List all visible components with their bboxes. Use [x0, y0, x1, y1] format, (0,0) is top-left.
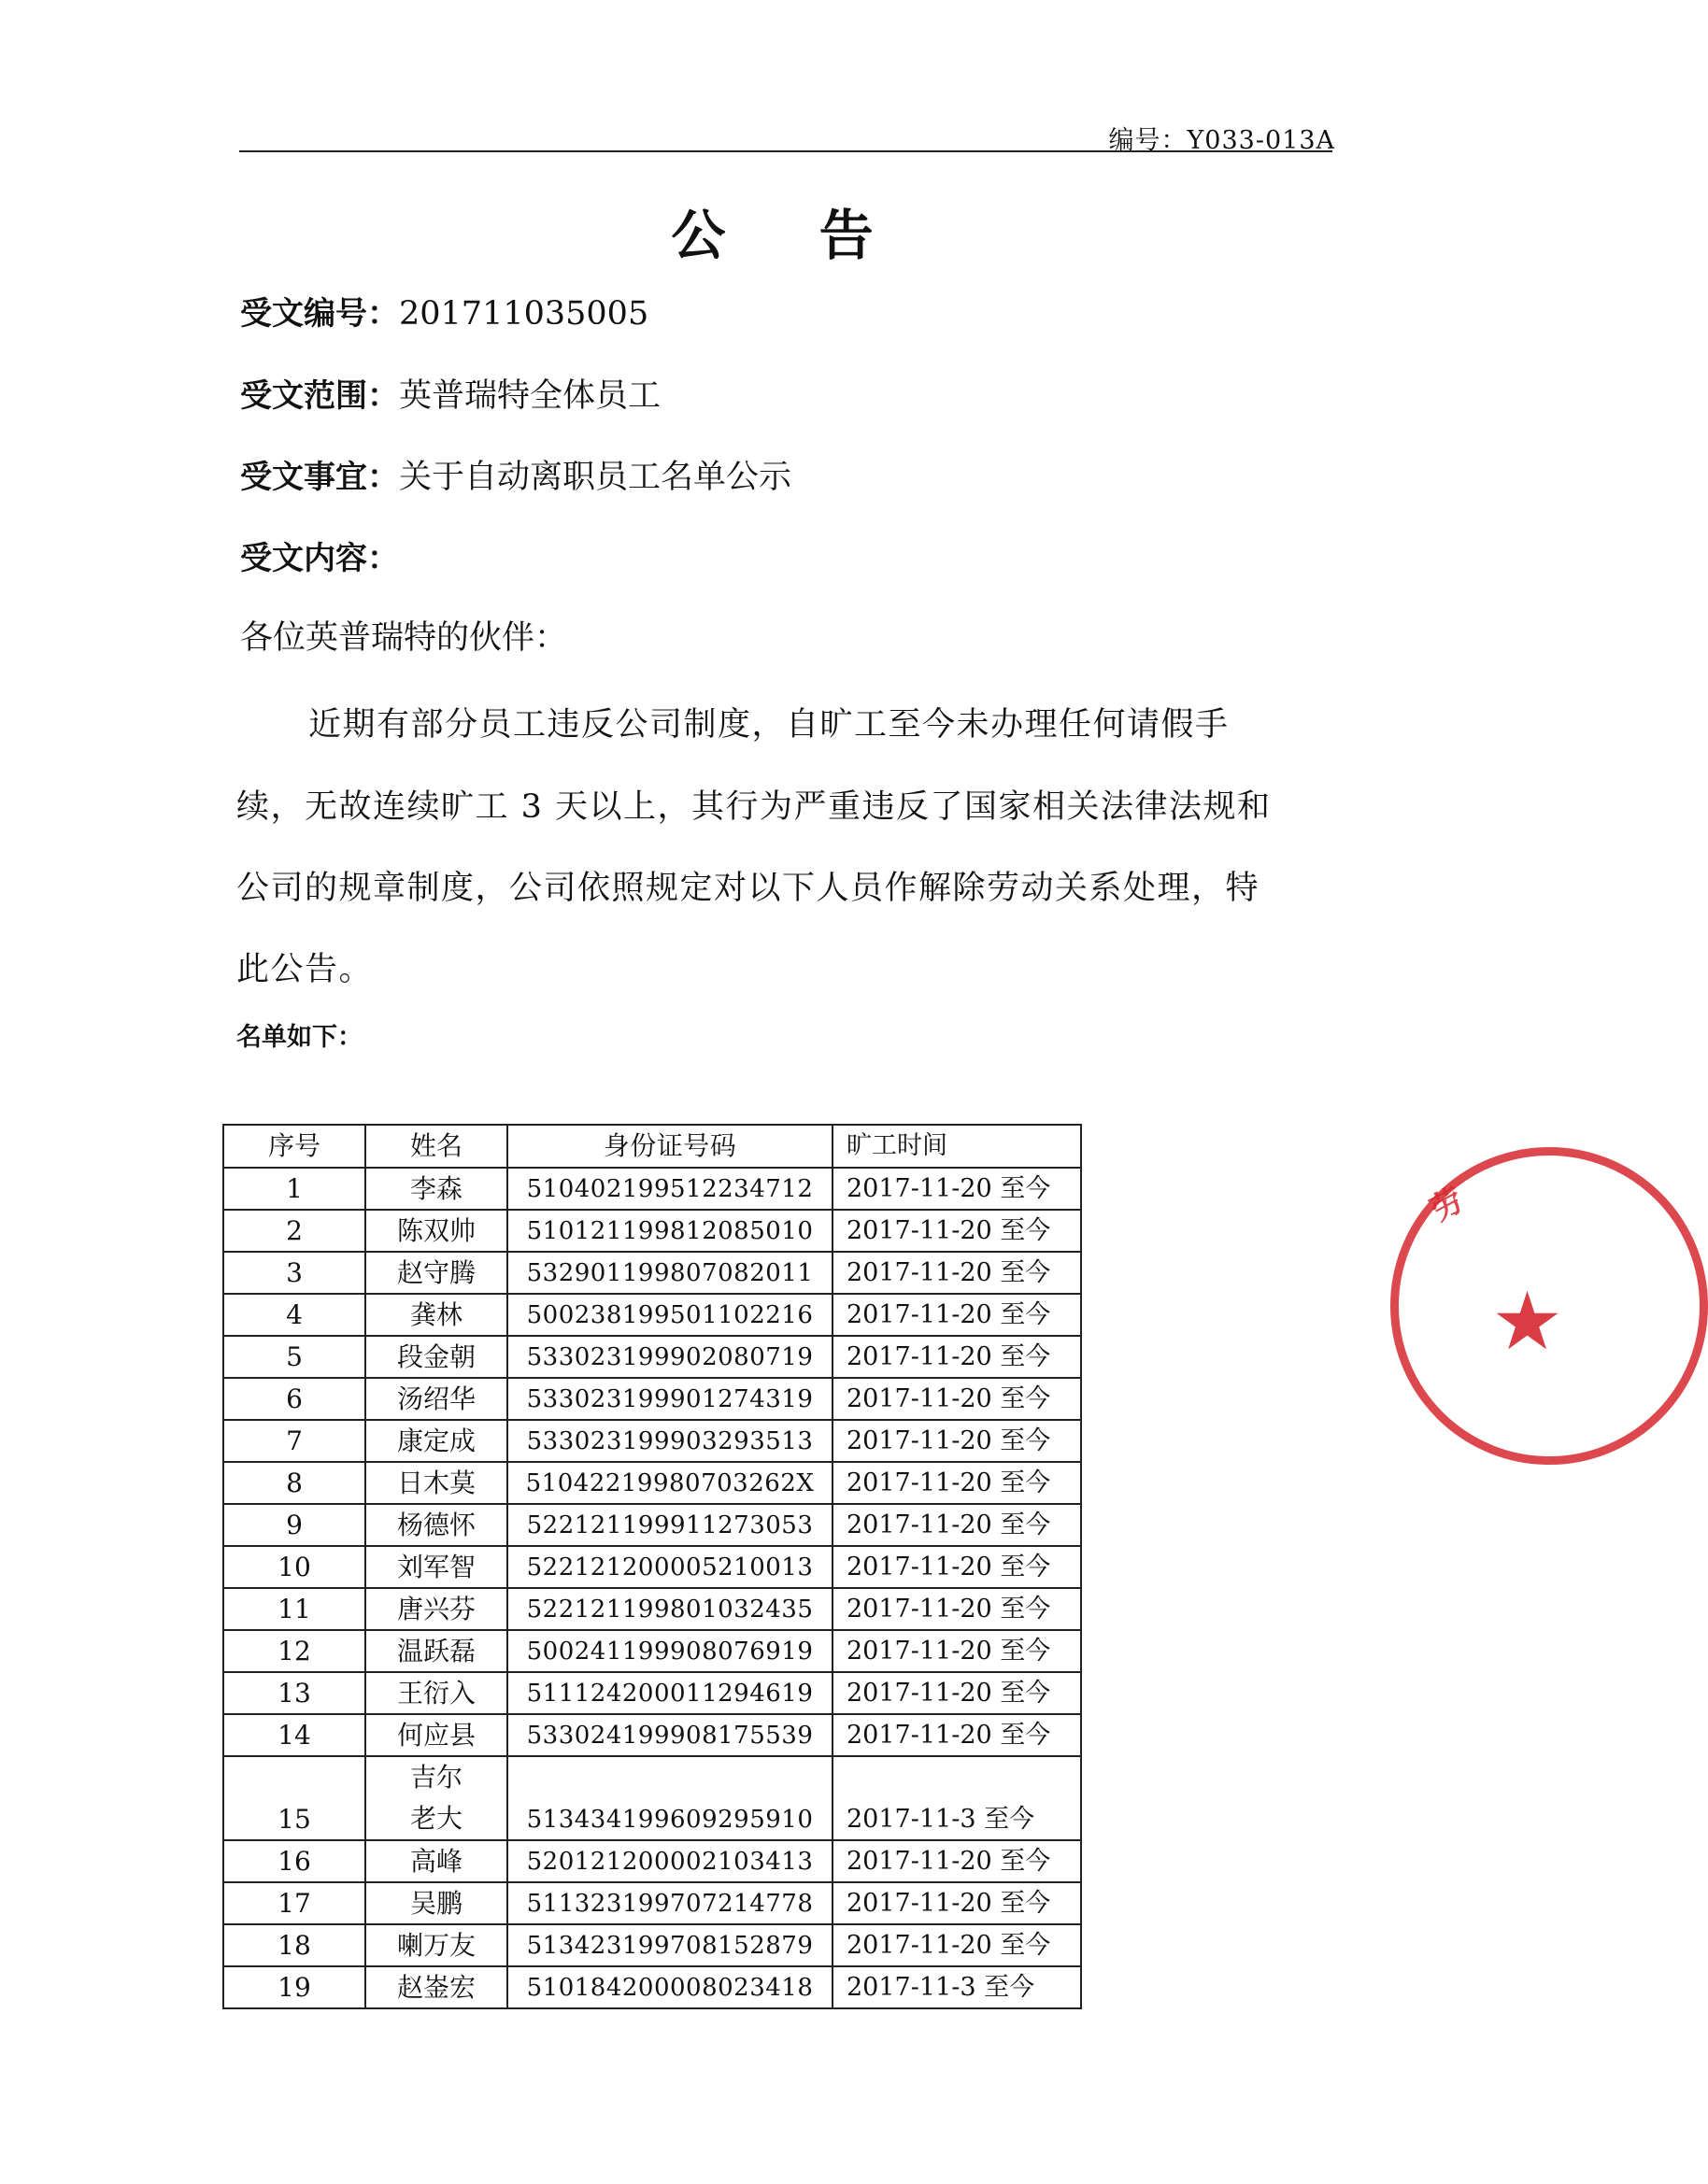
row-name: 喇万友 [365, 1924, 507, 1966]
column-header-id: 身份证号码 [507, 1125, 833, 1168]
column-header-seq: 序号 [223, 1125, 365, 1168]
page-title: 公 告 [671, 204, 911, 267]
row-seq: 10 [223, 1546, 365, 1588]
row-seq: 4 [223, 1294, 365, 1336]
row-date: 2017-11-20 至今 [833, 1672, 1081, 1714]
table-row [223, 1882, 1081, 1924]
seal-star-icon: ★ [1491, 1275, 1564, 1369]
row-seq: 11 [223, 1588, 365, 1630]
table-row [223, 1672, 1081, 1714]
table-row [223, 1840, 1081, 1882]
row-date: 2017-11-20 至今 [833, 1588, 1081, 1630]
row-seq: 6 [223, 1378, 365, 1420]
row-id: 522121200005210013 [507, 1546, 833, 1588]
table-row [223, 1420, 1081, 1462]
row-name: 杨德怀 [365, 1504, 507, 1546]
subject-value: 关于自动离职员工名单公示 [399, 459, 792, 496]
row-date: 2017-11-20 至今 [833, 1168, 1081, 1210]
column-header-name: 姓名 [365, 1125, 507, 1168]
table-row [223, 1966, 1081, 2008]
row-seq: 18 [223, 1924, 365, 1966]
body-line-2: 续，无故连续旷工 3 天以上，其行为严重违反了国家相关法律法规和 [236, 788, 1272, 826]
header-rule [239, 150, 1332, 152]
table-row [223, 1462, 1081, 1504]
table-row [223, 1630, 1081, 1672]
row-date: 2017-11-20 至今 [833, 1336, 1081, 1378]
row-date: 2017-11-20 至今 [833, 1630, 1081, 1672]
row-seq: 7 [223, 1420, 365, 1462]
body-line-3: 公司的规章制度，公司依照规定对以下人员作解除劳动关系处理，特 [236, 870, 1260, 907]
table-row [223, 1756, 1081, 1840]
row-date: 2017-11-20 至今 [833, 1840, 1081, 1882]
body-line-1: 近期有部分员工违反公司制度，自旷工至今未办理任何请假手 [308, 706, 1230, 744]
row-seq: 9 [223, 1504, 365, 1546]
row-seq: 5 [223, 1336, 365, 1378]
row-id: 532901199807082011 [507, 1252, 833, 1294]
table-row [223, 1210, 1081, 1252]
row-name: 吴鹏 [365, 1882, 507, 1924]
table-header-row [223, 1125, 1081, 1168]
row-id: 510402199512234712 [507, 1168, 833, 1210]
row-name-cell [365, 1756, 507, 1840]
row-id: 533023199901274319 [507, 1378, 833, 1420]
table-row [223, 1378, 1081, 1420]
column-header-date: 旷工时间 [833, 1125, 1081, 1168]
row-seq: 13 [223, 1672, 365, 1714]
row-date: 2017-11-20 至今 [833, 1882, 1081, 1924]
table-row [223, 1714, 1081, 1756]
row-name: 李森 [365, 1168, 507, 1210]
row-id: 51042219980703262X [507, 1462, 833, 1504]
row-id: 533023199903293513 [507, 1420, 833, 1462]
row-date: 2017-11-3 至今 [833, 1966, 1081, 2008]
receipt-number-label: 受文编号： [240, 295, 399, 333]
row-id: 513434199609295910 [507, 1756, 833, 1840]
content-row [240, 532, 399, 578]
row-seq: 19 [223, 1966, 365, 2008]
receipt-number-row [240, 288, 648, 333]
row-name: 陈双帅 [365, 1210, 507, 1252]
row-seq: 12 [223, 1630, 365, 1672]
row-id: 510121199812085010 [507, 1210, 833, 1252]
row-name: 段金朝 [365, 1336, 507, 1378]
body-line-4: 此公告。 [236, 951, 374, 988]
row-seq: 3 [223, 1252, 365, 1294]
row-name: 何应县 [365, 1714, 507, 1756]
row-date: 2017-11-20 至今 [833, 1924, 1081, 1966]
row-date: 2017-11-20 至今 [833, 1252, 1081, 1294]
row-id: 522121199911273053 [507, 1504, 833, 1546]
row-name: 汤绍华 [365, 1378, 507, 1420]
row-seq: 14 [223, 1714, 365, 1756]
row-name: 高峰 [365, 1840, 507, 1882]
row-name: 龚林 [365, 1294, 507, 1336]
row-name: 王衍入 [365, 1672, 507, 1714]
row-name: 吉尔老大 [409, 1762, 463, 1834]
greeting: 各位英普瑞特的伙伴： [240, 619, 568, 657]
row-id: 533024199908175539 [507, 1714, 833, 1756]
row-seq: 15 [223, 1756, 365, 1840]
subject-row [240, 451, 791, 498]
row-id: 513423199708152879 [507, 1924, 833, 1966]
table-row [223, 1546, 1081, 1588]
row-name: 赵守腾 [365, 1252, 507, 1294]
row-date: 2017-11-20 至今 [833, 1294, 1081, 1336]
row-name: 温跃磊 [365, 1630, 507, 1672]
table-row [223, 1336, 1081, 1378]
row-name: 赵崟宏 [365, 1966, 507, 2008]
row-name: 唐兴芬 [365, 1588, 507, 1630]
row-id: 500238199501102216 [507, 1294, 833, 1336]
row-id: 511124200011294619 [507, 1672, 833, 1714]
table-row [223, 1252, 1081, 1294]
document-number: 编号：Y033-013A [1108, 126, 1335, 155]
scope-label: 受文范围： [240, 377, 399, 415]
row-date: 2017-11-20 至今 [833, 1210, 1081, 1252]
row-seq: 1 [223, 1168, 365, 1210]
row-seq: 2 [223, 1210, 365, 1252]
row-date: 2017-11-20 至今 [833, 1378, 1081, 1420]
row-date: 2017-11-20 至今 [833, 1714, 1081, 1756]
scope-row [240, 370, 661, 417]
table-row [223, 1924, 1081, 1966]
row-name: 刘军智 [365, 1546, 507, 1588]
seal-text: 劳 [1424, 1180, 1472, 1229]
list-header: 名单如下： [236, 1023, 363, 1052]
row-id: 510184200008023418 [507, 1966, 833, 2008]
table-row [223, 1588, 1081, 1630]
receipt-number-value: 201711035005 [399, 295, 649, 333]
table-row [223, 1504, 1081, 1546]
row-seq: 16 [223, 1840, 365, 1882]
roster-table [222, 1124, 1082, 2009]
row-date: 2017-11-3 至今 [833, 1756, 1081, 1840]
table-row [223, 1294, 1081, 1336]
content-label: 受文内容： [240, 540, 399, 577]
row-id: 511323199707214778 [507, 1882, 833, 1924]
row-id: 533023199902080719 [507, 1336, 833, 1378]
table-row [223, 1168, 1081, 1210]
row-id: 500241199908076919 [507, 1630, 833, 1672]
row-date: 2017-11-20 至今 [833, 1546, 1081, 1588]
row-date: 2017-11-20 至今 [833, 1420, 1081, 1462]
row-name: 日木莫 [365, 1462, 507, 1504]
row-date: 2017-11-20 至今 [833, 1504, 1081, 1546]
row-seq: 17 [223, 1882, 365, 1924]
row-id: 520121200002103413 [507, 1840, 833, 1882]
scope-value: 英普瑞特全体员工 [399, 377, 662, 415]
subject-label: 受文事宜： [240, 459, 399, 496]
row-id: 522121199801032435 [507, 1588, 833, 1630]
row-date: 2017-11-20 至今 [833, 1462, 1081, 1504]
row-name: 康定成 [365, 1420, 507, 1462]
row-seq: 8 [223, 1462, 365, 1504]
